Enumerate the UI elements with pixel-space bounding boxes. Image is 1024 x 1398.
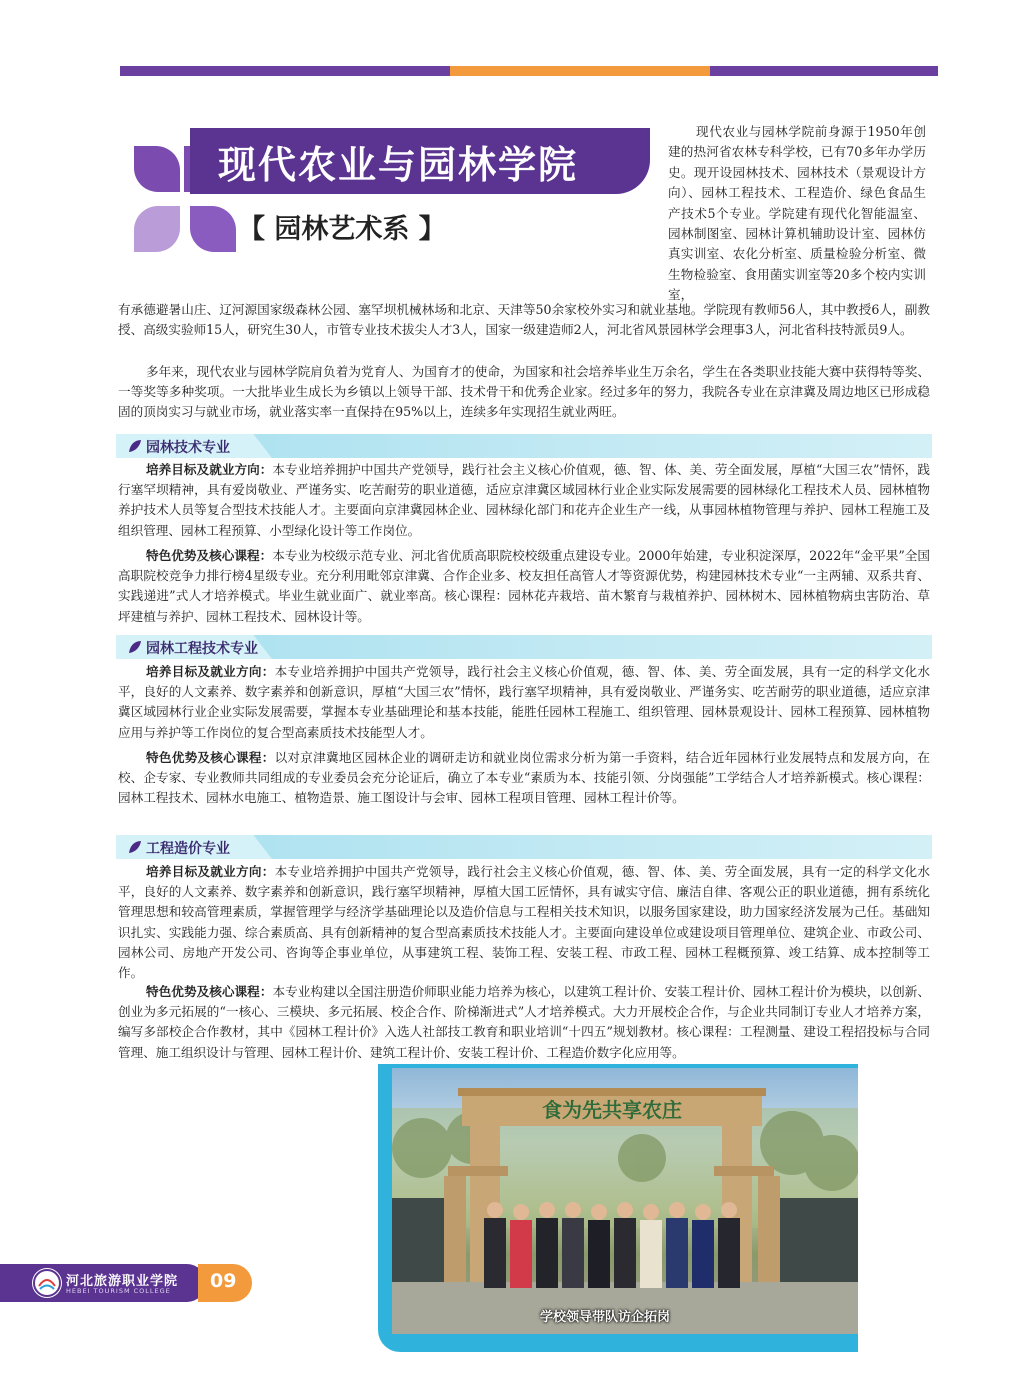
- page-subtitle: 【 园林艺术系 】: [238, 214, 446, 245]
- decor-petal-top-left: [134, 146, 180, 192]
- top-bar-segment-orange: [450, 66, 710, 76]
- section-2-label-1: 培养目标及就业方向：: [146, 664, 275, 679]
- page-title: 现代农业与园林学院: [218, 142, 579, 187]
- footer-school-name: 河北旅游职业学院: [66, 1274, 179, 1289]
- decor-petal-bottom-right: [190, 206, 236, 252]
- section-3-label-1: 培养目标及就业方向：: [146, 864, 275, 879]
- page-title-box: [190, 128, 650, 194]
- section-3-paragraph-1: [118, 862, 930, 983]
- section-1-label-2: 特色优势及核心课程：: [146, 548, 273, 563]
- top-bar-segment-purple-2: [710, 66, 938, 76]
- section-3-text-2: 本专业构建以全国注册造价师职业能力培养为核心，以建筑工程计价、安装工程计价、园林工程计价为模块，以创新、创业为多元拓展的“一核心、三模块、多元拓展、校企合作、阶梯渐进式”人才培养模式。大力开展校企合作，与企业共同制订专业人才培养方案，编写多部校企合作教材，其中《园林工程计价》入选人社部技工教育和职业培训“十四五”规划教材。核心课程：工程测量、建设工程招投标与合同管理、施工组织设计与管理、园林工程计价、建筑工程计价、安装工程计价、工程造价数字化应用等。: [118, 984, 931, 1060]
- intro-paragraph-2: 多年来，现代农业与园林学院肩负着为党育人、为国育才的使命，为国家和社会培养毕业生万余名，学生在各类职业技能大赛中获得特等奖、一等奖等多种奖项。一大批毕业生成长为乡镇以上领导干部、技术骨干和优秀企业家。经过多年的努力，我院各专业在京津冀及周边地区已形成稳固的顶岗实习与就业市场，就业落实率一直保持在95%以上，连续多年实现招生就业两旺。: [118, 364, 930, 420]
- section-3-paragraph-2: [118, 982, 930, 1063]
- page-number: 09: [210, 1270, 237, 1292]
- section-1-text-1: 本专业培养拥护中国共产党领导，践行社会主义核心价值观，德、智、体、美、劳全面发展，厚植“大国三农”情怀，践行塞罕坝精神，具有爱岗敬业、严谨务实、吃苦耐劳的职业道德，适应京津冀区域园林行业企业实际发展需要的园林绿化工程技术人员、园林植物养护技术人员等复合型技术技能人才。主要面向京津冀园林企业、园林绿化部门和花卉企业生产一线，从事园林植物管理与养护、园林工程施工及组织管理、园林工程预算、小型绿化设计等工作岗位。: [118, 462, 930, 538]
- section-1-paragraph-1: [118, 460, 930, 541]
- footer-school-name-en: HEBEI TOURISM COLLEGE: [66, 1287, 171, 1295]
- section-1-paragraph-2: [118, 546, 930, 627]
- school-logo: [32, 1268, 62, 1298]
- section-1-label-1: 培养目标及就业方向：: [146, 462, 273, 477]
- photo-caption: 学校领导带队访企拓岗: [540, 1310, 671, 1325]
- section-heading-bar-3: [116, 835, 932, 859]
- logo-icon: [32, 1268, 62, 1298]
- top-color-bar: [120, 66, 938, 76]
- section-3-text-1: 本专业培养拥护中国共产党领导，践行社会主义核心价值观，德、智、体、美、劳全面发展，具有一定的科学文化水平，良好的人文素养、数字素养和创新意识，践行塞罕坝精神，厚植大国工匠情怀，具有诚实守信、廉洁自律、客观公正的职业道德，拥有系统化管理思想和较高管理素质，掌握管理学与经济学基础理论以及造价信息与工程相关技术知识，以服务国家建设，助力国家经济发展为己任。基础知识扎实、实践能力强、综合素质高、具有创新精神的复合型高素质技术技能人才。主要面向建设单位或建设项目管理单位、建筑企业、市政公司、园林公司、房地产开发公司、咨询等企事业单位，从事建筑工程、装饰工程、安装工程、市政工程、园林工程概预算、竣工结算、成本控制等工作。: [118, 864, 931, 981]
- decor-petal-bottom-left: [134, 206, 180, 252]
- gate-sign: 食为先共享农庄: [542, 1098, 682, 1122]
- leaf-icon: [128, 840, 142, 854]
- leaf-icon: [128, 640, 142, 654]
- section-heading-bar-1: [116, 434, 932, 458]
- intro-continuation: 有承德避暑山庄、辽河源国家级森林公园、塞罕坝机械林场和北京、天津等50余家校外实习和就业基地。学院现有教师56人，其中教授6人，副教授、高级实验师15人，研究生30人，市管专业技术拔尖人才3人，国家一级建造师2人，河北省风景园林学会理事3人，河北省科技特派员9人。: [118, 302, 930, 338]
- section-heading-2: 园林工程技术专业: [146, 641, 258, 657]
- top-bar-segment-purple: [120, 66, 450, 76]
- group-photo: [392, 1068, 858, 1334]
- section-heading-1: 园林技术专业: [146, 440, 230, 456]
- section-1-text-2: 本专业为校级示范专业、河北省优质高职院校校级重点建设专业。2000年始建，专业积淀深厚，2022年“金平果”全国高职院校竞争力排行榜4星级专业。充分利用毗邻京津冀、合作企业多、校友担任高管人才等资源优势，构建园林技术专业“一主两辅、双系共育、实践递进”式人才培养模式。毕业生就业面广、就业率高。核心课程：园林花卉栽培、苗木繁育与栽植养护、园林树木、园林植物病虫害防治、草坪建植与养护、园林工程技术、园林设计等。: [118, 548, 931, 624]
- leaf-icon: [128, 439, 142, 453]
- section-heading-3: 工程造价专业: [146, 841, 230, 857]
- section-heading-bar-2: [116, 635, 932, 659]
- section-2-text-2: 以对京津冀地区园林企业的调研走访和就业岗位需求分析为第一手资料，结合近年园林行业发展特点和发展方向，在校、企专家、专业教师共同组成的专业委员会充分论证后，确立了本专业“素质为本、技能引领、分岗强能”工学结合人才培养新模式。核心课程：园林工程技术、园林水电施工、植物造景、施工图设计与会审、园林工程项目管理、园林工程计价等。: [118, 750, 931, 806]
- photo-illustration: [392, 1068, 858, 1334]
- section-2-text-1: 本专业培养拥护中国共产党领导，践行社会主义核心价值观，德、智、体、美、劳全面发展，具有一定的科学文化水平，良好的人文素养、数字素养和创新意识，厚植“大国三农”情怀，践行塞罕坝精神，具有爱岗敬业、严谨务实、吃苦耐劳的职业道德，适应京津冀区域园林行业企业实际发展需要，掌握本专业基础理论和基本技能，能胜任园林工程施工、组织管理、园林景观设计、园林工程预算、园林植物应用与养护等工作岗位的复合型高素质技术技能型人才。: [118, 664, 931, 740]
- section-2-paragraph-1: [118, 662, 930, 743]
- section-2-paragraph-2: [118, 748, 930, 809]
- section-3-label-2: 特色优势及核心课程：: [146, 984, 273, 999]
- section-2-label-2: 特色优势及核心课程：: [146, 750, 275, 765]
- intro-right-column: 现代农业与园林学院前身源于1950年创建的热河省农林专科学校，已有70多年办学历史。现开设园林技术、园林技术（景观设计方向）、园林工程技术、工程造价、绿色食品生产技术5个专业。学院建有现代化智能温室、园林制图室、园林计算机辅助设计室、园林仿真实训室、农化分析室、质量检验分析室、微生物检验室、食用菌实训室等20多个校内实训室，: [668, 124, 926, 303]
